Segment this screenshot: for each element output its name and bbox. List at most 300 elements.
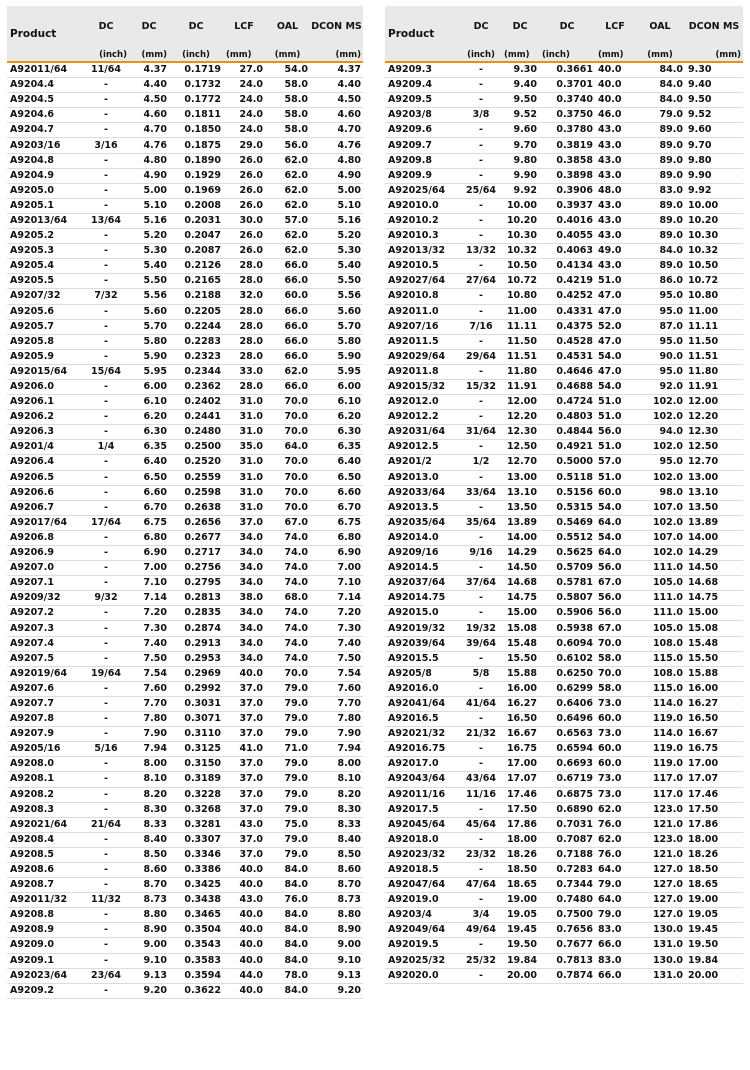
cell-dc-mm: 18.26	[501, 847, 539, 862]
table-row	[7, 410, 363, 425]
cell-dcon-ms: 5.70	[310, 319, 363, 334]
cell-dc-fraction: -	[83, 681, 129, 696]
cell-dcon-ms: 12.20	[685, 410, 743, 425]
cell-product: A9205.2	[7, 229, 83, 244]
cell-dcon-ms: 10.32	[685, 244, 743, 259]
cell-dc-inch: 0.2362	[169, 379, 223, 394]
cell-lcf: 37.0	[223, 832, 265, 847]
cell-lcf: 29.0	[223, 138, 265, 153]
cell-dc-inch: 0.2500	[169, 440, 223, 455]
cell-product: A92011/64	[7, 62, 83, 78]
cell-product: A9207.3	[7, 621, 83, 636]
cell-dc-fraction: 13/64	[83, 213, 129, 228]
cell-dc-fraction: 19/32	[461, 621, 501, 636]
cell-dc-fraction: -	[83, 712, 129, 727]
cell-oal: 84.0	[635, 78, 685, 93]
cell-dc-inch: 0.2717	[169, 546, 223, 561]
cell-dc-mm: 16.00	[501, 681, 539, 696]
cell-dc-fraction: -	[83, 395, 129, 410]
cell-product: A92037/64	[385, 576, 461, 591]
cell-dc-mm: 8.80	[129, 908, 169, 923]
cell-oal: 98.0	[635, 485, 685, 500]
cell-dcon-ms: 8.33	[310, 817, 363, 832]
cell-dc-inch: 0.2480	[169, 425, 223, 440]
col-header-dcon-ms: DCON MS	[310, 6, 363, 46]
cell-dc-fraction: -	[461, 712, 501, 727]
cell-oal: 111.0	[635, 606, 685, 621]
cell-dc-fraction: -	[83, 229, 129, 244]
cell-dcon-ms: 8.10	[310, 772, 363, 787]
cell-dc-inch: 0.4646	[539, 364, 595, 379]
cell-dc-inch: 0.3701	[539, 78, 595, 93]
cell-dc-mm: 10.30	[501, 229, 539, 244]
cell-dcon-ms: 13.89	[685, 515, 743, 530]
cell-dc-fraction: -	[83, 168, 129, 183]
cell-dc-fraction: -	[83, 274, 129, 289]
table-row	[7, 395, 363, 410]
cell-oal: 89.0	[635, 153, 685, 168]
table-row	[385, 576, 743, 591]
cell-lcf: 56.0	[595, 591, 635, 606]
cell-dcon-ms: 8.40	[310, 832, 363, 847]
cell-dc-fraction: 9/32	[83, 591, 129, 606]
cell-product: A92033/64	[385, 485, 461, 500]
cell-dc-fraction: -	[83, 923, 129, 938]
cell-dc-fraction: -	[461, 500, 501, 515]
cell-lcf: 66.0	[595, 968, 635, 983]
cell-oal: 79.0	[265, 712, 310, 727]
cell-oal: 70.0	[265, 666, 310, 681]
cell-oal: 66.0	[265, 379, 310, 394]
col-header-oal: OAL	[265, 6, 310, 46]
cell-dc-mm: 8.30	[129, 802, 169, 817]
cell-dc-mm: 11.80	[501, 364, 539, 379]
table-row	[7, 183, 363, 198]
cell-lcf: 56.0	[595, 606, 635, 621]
cell-dcon-ms: 15.50	[685, 651, 743, 666]
cell-product: A92012.2	[385, 410, 461, 425]
cell-oal: 119.0	[635, 712, 685, 727]
table-row	[385, 440, 743, 455]
cell-dc-inch: 0.4331	[539, 304, 595, 319]
table-row	[7, 485, 363, 500]
cell-product: A9207.0	[7, 561, 83, 576]
cell-dcon-ms: 4.40	[310, 78, 363, 93]
cell-product: A9206.0	[7, 379, 83, 394]
cell-product: A9205.6	[7, 304, 83, 319]
unit-mm: (mm)	[595, 46, 635, 62]
cell-dc-fraction: -	[83, 108, 129, 123]
cell-product: A9208.7	[7, 878, 83, 893]
cell-lcf: 33.0	[223, 364, 265, 379]
cell-dc-mm: 9.50	[501, 93, 539, 108]
cell-dcon-ms: 14.75	[685, 591, 743, 606]
cell-dc-fraction: -	[461, 757, 501, 772]
cell-oal: 74.0	[265, 651, 310, 666]
cell-dc-fraction: -	[461, 138, 501, 153]
cell-lcf: 24.0	[223, 78, 265, 93]
cell-dcon-ms: 9.50	[685, 93, 743, 108]
cell-dcon-ms: 18.50	[685, 862, 743, 877]
cell-oal: 70.0	[265, 470, 310, 485]
cell-dc-mm: 14.75	[501, 591, 539, 606]
cell-dc-mm: 8.40	[129, 832, 169, 847]
cell-dc-fraction: 29/64	[461, 349, 501, 364]
cell-oal: 107.0	[635, 500, 685, 515]
cell-oal: 121.0	[635, 847, 685, 862]
cell-lcf: 37.0	[223, 757, 265, 772]
cell-oal: 79.0	[635, 108, 685, 123]
cell-oal: 89.0	[635, 213, 685, 228]
cell-dc-inch: 0.6594	[539, 742, 595, 757]
cell-dc-fraction: -	[83, 576, 129, 591]
cell-dcon-ms: 5.00	[310, 183, 363, 198]
cell-product: A9208.4	[7, 832, 83, 847]
cell-lcf: 24.0	[223, 93, 265, 108]
cell-dcon-ms: 6.75	[310, 515, 363, 530]
table-row	[385, 968, 743, 983]
cell-dc-mm: 10.72	[501, 274, 539, 289]
cell-dcon-ms: 5.90	[310, 349, 363, 364]
cell-dc-inch: 0.7344	[539, 878, 595, 893]
cell-dcon-ms: 6.10	[310, 395, 363, 410]
cell-dc-mm: 4.37	[129, 62, 169, 78]
cell-product: A92017.5	[385, 802, 461, 817]
cell-lcf: 31.0	[223, 470, 265, 485]
cell-dc-fraction: -	[83, 546, 129, 561]
cell-product: A92011.0	[385, 304, 461, 319]
cell-dc-mm: 11.00	[501, 304, 539, 319]
cell-lcf: 54.0	[595, 349, 635, 364]
cell-dc-inch: 0.3189	[169, 772, 223, 787]
table-row	[385, 500, 743, 515]
cell-dc-mm: 7.54	[129, 666, 169, 681]
cell-lcf: 79.0	[595, 878, 635, 893]
table-row	[7, 817, 363, 832]
cell-lcf: 28.0	[223, 259, 265, 274]
cell-lcf: 31.0	[223, 410, 265, 425]
cell-lcf: 40.0	[223, 938, 265, 953]
cell-product: A9201/2	[385, 455, 461, 470]
cell-dcon-ms: 9.80	[685, 153, 743, 168]
table-row	[385, 696, 743, 711]
cell-lcf: 54.0	[595, 500, 635, 515]
cell-oal: 76.0	[265, 893, 310, 908]
cell-product: A9206.9	[7, 546, 83, 561]
cell-product: A92014.0	[385, 530, 461, 545]
cell-dc-fraction: -	[83, 757, 129, 772]
cell-dc-mm: 5.00	[129, 183, 169, 198]
cell-dc-mm: 5.50	[129, 274, 169, 289]
cell-dc-fraction: 39/64	[461, 636, 501, 651]
cell-dc-fraction: 13/32	[461, 244, 501, 259]
cell-oal: 90.0	[635, 349, 685, 364]
cell-oal: 102.0	[635, 395, 685, 410]
cell-dc-fraction: -	[83, 244, 129, 259]
cell-dc-inch: 0.1772	[169, 93, 223, 108]
cell-lcf: 28.0	[223, 319, 265, 334]
cell-dc-inch: 0.3307	[169, 832, 223, 847]
cell-oal: 119.0	[635, 742, 685, 757]
table-row	[7, 349, 363, 364]
cell-product: A9204.7	[7, 123, 83, 138]
cell-dcon-ms: 19.84	[685, 953, 743, 968]
cell-dc-fraction: -	[83, 183, 129, 198]
cell-dc-inch: 0.2402	[169, 395, 223, 410]
cell-dcon-ms: 15.48	[685, 636, 743, 651]
cell-dc-fraction: -	[461, 802, 501, 817]
cell-dc-inch: 0.3906	[539, 183, 595, 198]
cell-dc-mm: 6.35	[129, 440, 169, 455]
table-row	[385, 878, 743, 893]
cell-product: A92018.0	[385, 832, 461, 847]
cell-dc-fraction: -	[83, 606, 129, 621]
cell-dc-inch: 0.5156	[539, 485, 595, 500]
cell-oal: 70.0	[265, 425, 310, 440]
cell-dcon-ms: 13.50	[685, 500, 743, 515]
cell-dc-inch: 0.2969	[169, 666, 223, 681]
cell-dc-mm: 7.14	[129, 591, 169, 606]
cell-dc-inch: 0.2244	[169, 319, 223, 334]
cell-dcon-ms: 20.00	[685, 968, 743, 983]
cell-dcon-ms: 6.70	[310, 500, 363, 515]
cell-dc-fraction: -	[83, 787, 129, 802]
col-header-lcf: LCF	[223, 6, 265, 46]
cell-dc-fraction: 23/32	[461, 847, 501, 862]
cell-dcon-ms: 6.00	[310, 379, 363, 394]
cell-lcf: 37.0	[223, 787, 265, 802]
cell-lcf: 40.0	[223, 908, 265, 923]
cell-product: A9206.2	[7, 410, 83, 425]
cell-dc-inch: 0.2638	[169, 500, 223, 515]
cell-lcf: 48.0	[595, 183, 635, 198]
cell-oal: 79.0	[265, 847, 310, 862]
cell-product: A9205.7	[7, 319, 83, 334]
table-row	[7, 561, 363, 576]
cell-lcf: 43.0	[595, 138, 635, 153]
cell-dc-inch: 0.6719	[539, 772, 595, 787]
cell-dc-fraction: -	[83, 334, 129, 349]
cell-product: A9207.6	[7, 681, 83, 696]
cell-lcf: 60.0	[595, 712, 635, 727]
cell-oal: 117.0	[635, 772, 685, 787]
cell-dc-mm: 9.92	[501, 183, 539, 198]
cell-product: A9207.4	[7, 636, 83, 651]
table-row	[385, 847, 743, 862]
table-row	[7, 576, 363, 591]
table-row	[7, 802, 363, 817]
cell-dc-inch: 0.7031	[539, 817, 595, 832]
cell-dc-inch: 0.4688	[539, 379, 595, 394]
cell-dc-fraction: -	[461, 168, 501, 183]
cell-lcf: 34.0	[223, 621, 265, 636]
cell-oal: 62.0	[265, 153, 310, 168]
cell-dc-inch: 0.4528	[539, 334, 595, 349]
table-row	[7, 908, 363, 923]
cell-dc-mm: 15.08	[501, 621, 539, 636]
cell-dc-mm: 13.89	[501, 515, 539, 530]
table-row	[385, 681, 743, 696]
cell-oal: 62.0	[265, 168, 310, 183]
cell-dcon-ms: 7.40	[310, 636, 363, 651]
table-row	[7, 651, 363, 666]
cell-dc-mm: 7.60	[129, 681, 169, 696]
cell-dc-mm: 7.70	[129, 696, 169, 711]
cell-oal: 54.0	[265, 62, 310, 78]
cell-oal: 70.0	[265, 485, 310, 500]
cell-oal: 108.0	[635, 636, 685, 651]
cell-product: A9208.2	[7, 787, 83, 802]
cell-lcf: 76.0	[595, 847, 635, 862]
cell-product: A92011.8	[385, 364, 461, 379]
cell-lcf: 43.0	[595, 213, 635, 228]
cell-dc-inch: 0.3504	[169, 923, 223, 938]
cell-oal: 89.0	[635, 198, 685, 213]
cell-oal: 117.0	[635, 787, 685, 802]
cell-lcf: 37.0	[223, 712, 265, 727]
table-row	[385, 108, 743, 123]
cell-product: A92029/64	[385, 349, 461, 364]
cell-product: A92017.0	[385, 757, 461, 772]
cell-dc-mm: 19.45	[501, 923, 539, 938]
cell-oal: 62.0	[265, 364, 310, 379]
cell-dc-inch: 0.4531	[539, 349, 595, 364]
cell-product: A9209.2	[7, 983, 83, 998]
col-header-product: Product	[7, 6, 83, 62]
cell-dc-mm: 8.20	[129, 787, 169, 802]
cell-dc-mm: 19.50	[501, 938, 539, 953]
cell-dc-mm: 15.50	[501, 651, 539, 666]
cell-dcon-ms: 8.00	[310, 757, 363, 772]
cell-dc-fraction: 7/16	[461, 319, 501, 334]
table-row	[385, 651, 743, 666]
cell-dcon-ms: 5.30	[310, 244, 363, 259]
cell-dc-inch: 0.3543	[169, 938, 223, 953]
cell-dc-mm: 17.46	[501, 787, 539, 802]
cell-dc-inch: 0.3228	[169, 787, 223, 802]
cell-dcon-ms: 4.50	[310, 93, 363, 108]
cell-dc-fraction: -	[83, 696, 129, 711]
cell-dc-inch: 0.3858	[539, 153, 595, 168]
table-row	[7, 198, 363, 213]
cell-dc-mm: 16.27	[501, 696, 539, 711]
cell-dcon-ms: 16.67	[685, 727, 743, 742]
cell-product: A92013.0	[385, 470, 461, 485]
cell-dc-mm: 7.10	[129, 576, 169, 591]
cell-oal: 68.0	[265, 591, 310, 606]
cell-dc-mm: 5.70	[129, 319, 169, 334]
cell-dc-inch: 0.3425	[169, 878, 223, 893]
cell-dc-mm: 5.80	[129, 334, 169, 349]
cell-dc-fraction: 21/64	[83, 817, 129, 832]
cell-oal: 78.0	[265, 968, 310, 983]
cell-dc-mm: 10.50	[501, 259, 539, 274]
cell-dc-fraction: -	[461, 289, 501, 304]
cell-dc-fraction: -	[83, 727, 129, 742]
cell-oal: 131.0	[635, 938, 685, 953]
cell-oal: 58.0	[265, 123, 310, 138]
cell-oal: 95.0	[635, 289, 685, 304]
cell-dc-fraction: -	[83, 530, 129, 545]
cell-product: A9205.9	[7, 349, 83, 364]
cell-dc-mm: 9.00	[129, 938, 169, 953]
cell-lcf: 34.0	[223, 576, 265, 591]
cell-dc-inch: 0.2323	[169, 349, 223, 364]
cell-dc-mm: 5.20	[129, 229, 169, 244]
cell-product: A92021/32	[385, 727, 461, 742]
cell-lcf: 26.0	[223, 153, 265, 168]
cell-dcon-ms: 8.30	[310, 802, 363, 817]
cell-oal: 123.0	[635, 802, 685, 817]
cell-dc-fraction: -	[461, 153, 501, 168]
cell-product: A92023/32	[385, 847, 461, 862]
cell-dcon-ms: 8.73	[310, 893, 363, 908]
cell-product: A9209.6	[385, 123, 461, 138]
cell-dc-fraction: 15/64	[83, 364, 129, 379]
cell-dcon-ms: 12.00	[685, 395, 743, 410]
cell-product: A92014.75	[385, 591, 461, 606]
cell-dcon-ms: 10.20	[685, 213, 743, 228]
cell-dcon-ms: 11.50	[685, 334, 743, 349]
cell-dc-fraction: -	[461, 259, 501, 274]
cell-oal: 127.0	[635, 908, 685, 923]
cell-dc-mm: 12.30	[501, 425, 539, 440]
cell-lcf: 27.0	[223, 62, 265, 78]
cell-dc-mm: 9.40	[501, 78, 539, 93]
cell-dc-inch: 0.3740	[539, 93, 595, 108]
cell-dc-inch: 0.6406	[539, 696, 595, 711]
cell-product: A92013.5	[385, 500, 461, 515]
table-row	[385, 893, 743, 908]
cell-lcf: 40.0	[223, 983, 265, 998]
table-row	[7, 847, 363, 862]
cell-dc-fraction: 27/64	[461, 274, 501, 289]
table-row	[7, 379, 363, 394]
cell-lcf: 43.0	[595, 198, 635, 213]
table-row	[7, 636, 363, 651]
cell-dc-fraction: -	[83, 410, 129, 425]
cell-dc-mm: 14.50	[501, 561, 539, 576]
cell-dc-mm: 5.16	[129, 213, 169, 228]
cell-oal: 62.0	[265, 183, 310, 198]
cell-dc-mm: 4.40	[129, 78, 169, 93]
cell-dcon-ms: 8.50	[310, 847, 363, 862]
cell-oal: 94.0	[635, 425, 685, 440]
cell-dc-fraction: 5/8	[461, 666, 501, 681]
cell-dc-inch: 0.4016	[539, 213, 595, 228]
table-row	[7, 515, 363, 530]
cell-product: A9209.1	[7, 953, 83, 968]
table-row	[385, 636, 743, 651]
table-row	[385, 138, 743, 153]
cell-dc-fraction: 3/8	[461, 108, 501, 123]
cell-product: A92019.5	[385, 938, 461, 953]
cell-dc-mm: 10.00	[501, 198, 539, 213]
cell-dcon-ms: 18.00	[685, 832, 743, 847]
cell-dcon-ms: 9.40	[685, 78, 743, 93]
cell-dcon-ms: 7.00	[310, 561, 363, 576]
cell-dcon-ms: 7.70	[310, 696, 363, 711]
table-row	[7, 168, 363, 183]
cell-lcf: 40.0	[223, 923, 265, 938]
cell-dc-inch: 0.2126	[169, 259, 223, 274]
cell-dc-inch: 0.2913	[169, 636, 223, 651]
cell-product: A92014.5	[385, 561, 461, 576]
cell-dc-mm: 8.90	[129, 923, 169, 938]
cell-dc-fraction: 3/4	[461, 908, 501, 923]
cell-oal: 74.0	[265, 561, 310, 576]
cell-product: A9203/4	[385, 908, 461, 923]
